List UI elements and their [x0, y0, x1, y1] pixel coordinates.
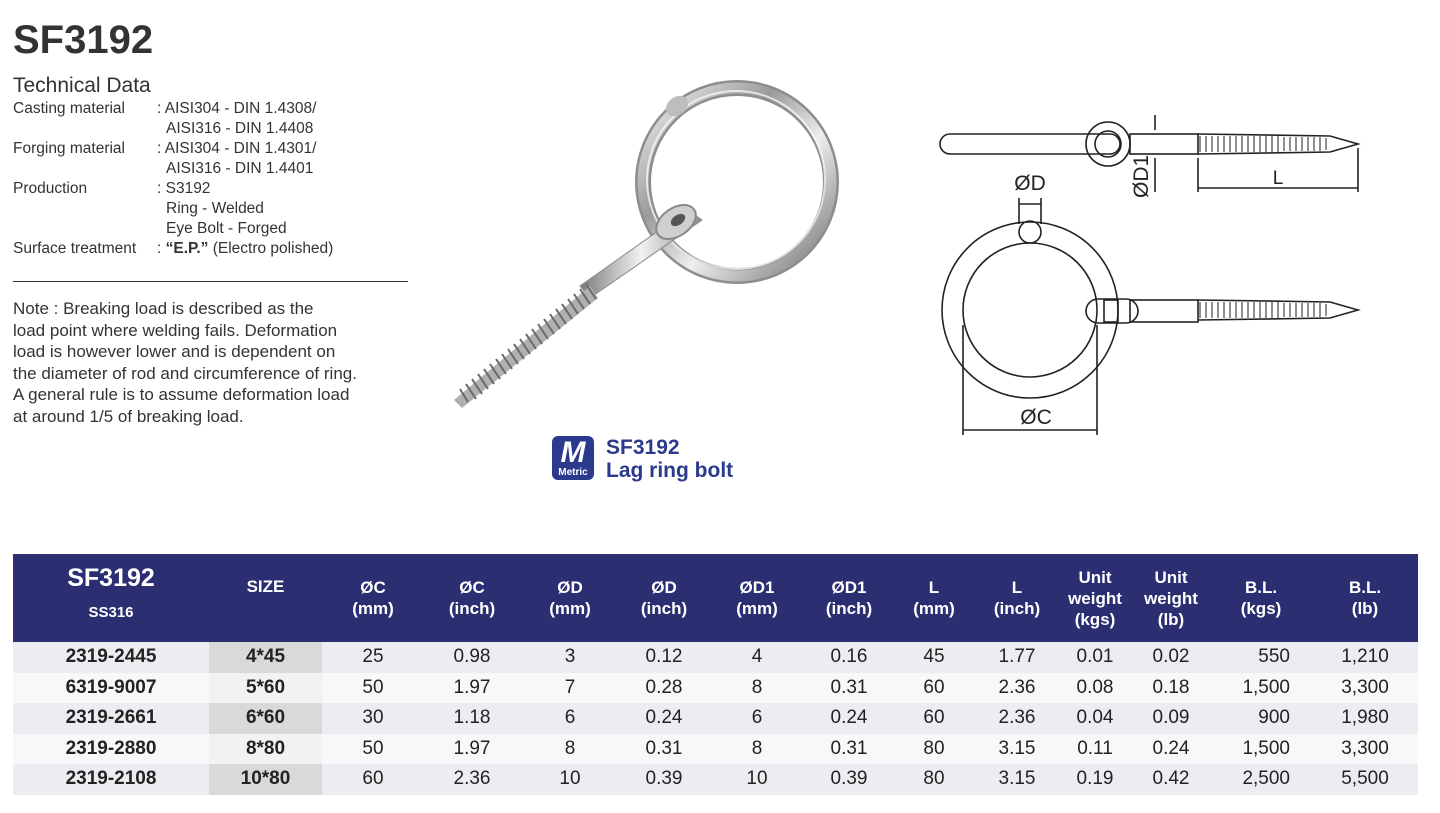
table-cell: 0.19 [1058, 764, 1132, 795]
spec-values [157, 139, 316, 179]
column-header [806, 554, 892, 642]
table-cell: 0.12 [620, 642, 708, 673]
table-cell: 1,980 [1312, 703, 1418, 734]
table-cell: 30 [322, 703, 424, 734]
dim-d1-label: ØD1 [1130, 154, 1153, 198]
header-line: L [1011, 578, 1023, 597]
model-header [13, 554, 209, 642]
table-cell: 5,500 [1312, 764, 1418, 795]
column-header [892, 554, 976, 642]
header-line: ØC [360, 578, 386, 597]
spec-values [157, 99, 316, 139]
table-cell: 50 [322, 734, 424, 765]
specification-table [13, 554, 1418, 795]
note-line: A general rule is to assume deformation load [13, 385, 350, 404]
table-cell: 1.77 [976, 642, 1058, 673]
table-cell: 45 [892, 642, 976, 673]
header-line: (mm) [913, 599, 955, 618]
size-cell: 8*80 [209, 734, 322, 765]
table-cell: 1,500 [1210, 734, 1312, 765]
table-cell: 0.42 [1132, 764, 1210, 795]
table-cell: 50 [322, 673, 424, 704]
table-cell: 6 [708, 703, 806, 734]
dim-l-label: L [1272, 168, 1284, 189]
spec-value: AISI316 - DIN 1.4401 [166, 160, 314, 177]
header-line: SIZE [246, 577, 285, 596]
table-cell: 3,300 [1312, 734, 1418, 765]
table-cell: 0.24 [620, 703, 708, 734]
spec-row-production [13, 179, 333, 239]
spec-prefix: : [157, 240, 166, 257]
spec-list [13, 99, 333, 259]
header-line: ØD [557, 578, 583, 597]
table-cell: 0.31 [806, 734, 892, 765]
table-cell: 0.04 [1058, 703, 1132, 734]
size-cell: 10*80 [209, 764, 322, 795]
spec-label: Surface treatment [13, 240, 137, 257]
header-line: (inch) [448, 599, 496, 618]
spec-value: Eye Bolt - Forged [166, 220, 287, 237]
table-cell: 60 [322, 764, 424, 795]
table-cell: 0.16 [806, 642, 892, 673]
table-cell: 80 [892, 764, 976, 795]
header-line: weight [1144, 588, 1198, 608]
table-cell: 3 [520, 642, 620, 673]
header-line: B.L. [1348, 578, 1382, 597]
spec-value [157, 239, 333, 259]
header-line: (mm) [352, 599, 394, 618]
table-cell: 2.36 [976, 673, 1058, 704]
table-cell: 1.97 [424, 734, 520, 765]
spec-value: Ring - Welded [166, 200, 264, 217]
spec-value: : AISI304 - DIN 1.4301/ [157, 140, 317, 157]
size-cell: 6*60 [209, 703, 322, 734]
note-line: Note : Breaking load is described as the [13, 299, 314, 318]
spec-bold: “E.P.” [165, 240, 209, 257]
header-line: (inch) [640, 599, 688, 618]
column-header [1132, 554, 1210, 642]
lag-ring-bolt-photo [440, 70, 860, 420]
spec-values [157, 179, 287, 239]
product-caption [552, 436, 733, 482]
header-line: ØD [651, 578, 677, 597]
table-cell: 2.36 [424, 764, 520, 795]
spec-suffix: (Electro polished) [208, 240, 334, 257]
table-cell: 8 [520, 734, 620, 765]
spec-label: Casting material [13, 100, 125, 117]
table-cell: 0.98 [424, 642, 520, 673]
header-line: Unit [1154, 567, 1188, 587]
header-line: (kgs) [1074, 609, 1116, 629]
badge-word: Metric [558, 467, 588, 478]
column-header [1312, 554, 1418, 642]
caption-name: Lag ring bolt [606, 459, 734, 482]
spec-label: Forging material [13, 140, 125, 157]
spec-label: Production [13, 180, 88, 197]
table-cell: 2,500 [1210, 764, 1312, 795]
size-cell: 5*60 [209, 673, 322, 704]
spec-row-surface [13, 239, 333, 259]
table-cell: 8 [708, 673, 806, 704]
part-number: 2319-2661 [13, 703, 209, 734]
table-cell: 1.97 [424, 673, 520, 704]
header-line: (lb) [1351, 599, 1379, 618]
header-line: weight [1068, 588, 1122, 608]
note-line: the diameter of rod and circumference of ring. [13, 363, 357, 383]
badge-letter: M [560, 436, 586, 469]
table-cell: 0.24 [1132, 734, 1210, 765]
table-cell: 25 [322, 642, 424, 673]
spec-value: AISI316 - DIN 1.4408 [166, 120, 314, 137]
metric-badge-icon [552, 436, 594, 480]
table-cell: 0.31 [806, 673, 892, 704]
column-header [322, 554, 424, 642]
note-line: load point where welding fails. Deformation [13, 320, 338, 340]
table-cell: 0.39 [806, 764, 892, 795]
header-line: (mm) [549, 599, 591, 618]
technical-drawing [930, 100, 1370, 445]
breaking-load-note [13, 298, 408, 427]
table-cell: 900 [1210, 703, 1312, 734]
part-number: 6319-9007 [13, 673, 209, 704]
header-line: ØD1 [831, 578, 867, 597]
table-cell: 0.02 [1132, 642, 1210, 673]
spec-value: : AISI304 - DIN 1.4308/ [157, 100, 317, 117]
table-cell: 0.09 [1132, 703, 1210, 734]
header-line: (lb) [1157, 609, 1185, 629]
header-line: (inch) [993, 599, 1041, 618]
header-line: (kgs) [1240, 599, 1282, 618]
table-cell: 60 [892, 673, 976, 704]
header-line: ØC [459, 578, 485, 597]
caption-text [606, 436, 733, 482]
header-line: (inch) [825, 599, 873, 618]
header-line: B.L. [1244, 578, 1278, 597]
header-line: (mm) [736, 599, 778, 618]
table-cell: 4 [708, 642, 806, 673]
table-cell: 3.15 [976, 734, 1058, 765]
caption-code: SF3192 [606, 436, 680, 459]
table-row [13, 642, 1418, 673]
table-cell: 10 [708, 764, 806, 795]
table-cell: 80 [892, 734, 976, 765]
part-number: 2319-2880 [13, 734, 209, 765]
part-number: 2319-2108 [13, 764, 209, 795]
table-cell: 60 [892, 703, 976, 734]
header-line: Unit [1078, 567, 1112, 587]
table-row [13, 764, 1418, 795]
model-code: SF3192 [67, 564, 155, 592]
table-cell: 1.18 [424, 703, 520, 734]
table-cell: 550 [1210, 642, 1312, 673]
note-line: load is however lower and is dependent on [13, 342, 336, 361]
table-cell: 0.18 [1132, 673, 1210, 704]
table-row [13, 673, 1418, 704]
column-header [520, 554, 620, 642]
model-material: SS316 [88, 604, 134, 621]
table-cell: 0.28 [620, 673, 708, 704]
part-number: 2319-2445 [13, 642, 209, 673]
table-cell: 0.24 [806, 703, 892, 734]
product-title: SF3192 [13, 18, 154, 62]
table-header-row [13, 554, 1418, 642]
table-cell: 6 [520, 703, 620, 734]
table-row [13, 703, 1418, 734]
header-line: ØD1 [739, 578, 775, 597]
table-cell: 2.36 [976, 703, 1058, 734]
table-cell: 0.08 [1058, 673, 1132, 704]
table-cell: 8 [708, 734, 806, 765]
column-header [620, 554, 708, 642]
table-cell: 7 [520, 673, 620, 704]
table-cell: 0.01 [1058, 642, 1132, 673]
column-header [424, 554, 520, 642]
technical-data-heading: Technical Data [13, 74, 151, 97]
table-cell: 0.31 [620, 734, 708, 765]
spec-row-forging [13, 139, 333, 179]
header-line: L [928, 578, 940, 597]
dim-c-label: ØC [1020, 406, 1052, 429]
dim-d-label: ØD [1014, 172, 1046, 195]
table-cell: 1,210 [1312, 642, 1418, 673]
column-header [1210, 554, 1312, 642]
size-cell: 4*45 [209, 642, 322, 673]
table-cell: 3.15 [976, 764, 1058, 795]
table-cell: 3,300 [1312, 673, 1418, 704]
table-cell: 0.39 [620, 764, 708, 795]
table-row [13, 734, 1418, 765]
column-header [708, 554, 806, 642]
column-header [1058, 554, 1132, 642]
table-cell: 10 [520, 764, 620, 795]
table-cell: 1,500 [1210, 673, 1312, 704]
spec-row-casting [13, 99, 333, 139]
spec-value: : S3192 [157, 180, 211, 197]
column-header [209, 554, 322, 642]
note-line: at around 1/5 of breaking load. [13, 406, 244, 426]
section-divider [13, 281, 408, 282]
column-header [976, 554, 1058, 642]
table-cell: 0.11 [1058, 734, 1132, 765]
